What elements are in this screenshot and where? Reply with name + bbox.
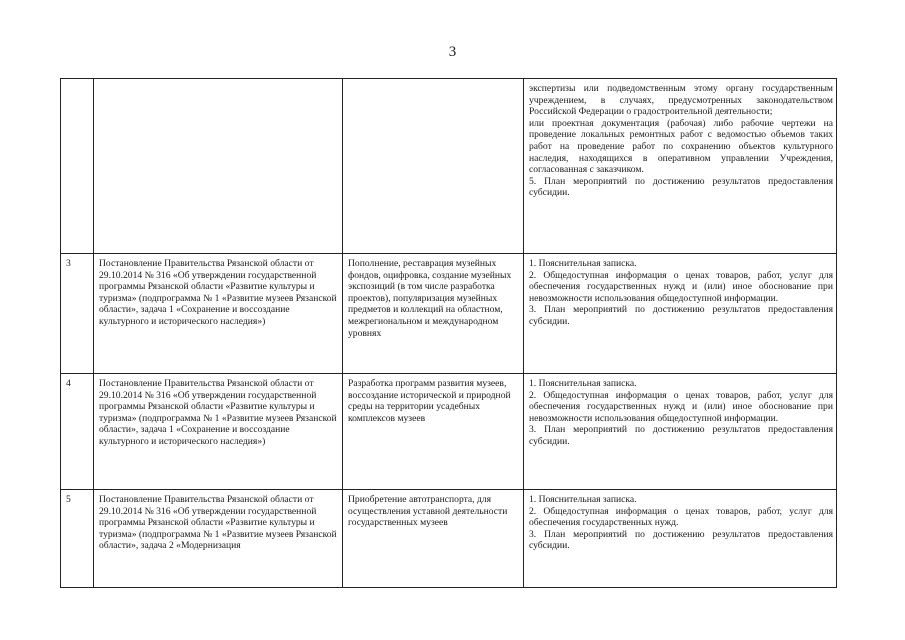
subsidy-purpose-cell: [343, 79, 524, 254]
legal-basis-cell: Постановление Правительства Рязанской области от 29.10.2014 № 316 «Об утверждении государственной программы Рязанской области «Развитие культуры и туризма» (подпрограмма № 1 «Развитие музеев Рязанской области», задача 2 «Модернизация: [94, 490, 343, 588]
legal-basis-cell: [94, 79, 343, 254]
requirement-item: 2. Общедоступная информация о ценах товаров, работ, услуг для обеспечения государственных нужд.: [529, 505, 833, 529]
subsidy-documents-table: [60, 78, 837, 588]
row-number-cell: [61, 79, 94, 254]
row-number-cell: 3: [61, 254, 94, 374]
requirement-item: 1. Пояснительная записка.: [529, 258, 637, 269]
requirement-item: 3. План мероприятий по достижению результатов предоставления субсидии.: [529, 304, 833, 327]
requirement-item: 2. Общедоступная информация о ценах товаров, работ, услуг для обеспечения государственных нужд и (или) иное обоснование при невозможности использования общедоступной информации.: [529, 269, 833, 304]
subsidy-purpose-cell: Приобретение автотранспорта, для осуществления уставной деятельности государственных музеев: [343, 490, 524, 588]
required-documents-cell: [524, 374, 837, 490]
row-number-cell: 5: [61, 490, 94, 588]
table-row: [61, 79, 837, 254]
legal-basis-cell: Постановление Правительства Рязанской области от 29.10.2014 № 316 «Об утверждении государственной программы Рязанской области «Развитие культуры и туризма» (подпрограмма № 1 «Развитие музеев Рязанской области», задача 1 «Сохранение и воссоздание культурного и исторического наследия»): [94, 374, 343, 490]
table-row: [61, 254, 837, 374]
requirement-item: экспертизы или подведомственным этому органу государственным учреждением, в случаях, предусмотренных законодательством Российской Федерации о градостроительной деятельности;: [529, 83, 833, 118]
requirement-item: 2. Общедоступная информация о ценах товаров, работ, услуг для обеспечения государственных нужд и (или) иное обоснование при невозможности использования общедоступной информации.: [529, 389, 833, 424]
requirement-item: 1. Пояснительная записка.: [529, 378, 637, 389]
required-documents-cell: [524, 79, 837, 254]
requirement-item: 3. План мероприятий по достижению результатов предоставления субсидии.: [529, 424, 833, 447]
requirement-item: 1. Пояснительная записка.: [529, 494, 637, 505]
subsidy-purpose-cell: Разработка программ развития музеев, воссоздание исторической и природной среды на территории усадебных комплексов музеев: [343, 374, 524, 490]
subsidy-purpose-cell: Пополнение, реставрация музейных фондов, оцифровка, создание музейных экспозиций (в том числе разработка проектов), популяризация музейных предметов и коллекций на областном, межрегиональном и международном уровнях: [343, 254, 524, 374]
legal-basis-cell: Постановление Правительства Рязанской области от 29.10.2014 № 316 «Об утверждении государственной программы Рязанской области «Развитие культуры и туризма» (подпрограмма № 1 «Развитие музеев Рязанской области», задача 1 «Сохранение и воссоздание культурного и исторического наследия»): [94, 254, 343, 374]
requirement-item: или проектная документация (рабочая) либо рабочие чертежи на проведение локальных ремонтных работ с ведомостью объемов таких работ на проведение работ по сохранению объектов культурного наследия, находящихся в оперативном управлении Учреждения, согласованная с заказчиком.: [529, 117, 833, 176]
table-row: [61, 490, 837, 588]
required-documents-cell: [524, 490, 837, 588]
page-number: 3: [448, 44, 457, 60]
requirement-item: 3. План мероприятий по достижению результатов предоставления субсидии.: [529, 528, 833, 552]
row-number-cell: 4: [61, 374, 94, 490]
requirement-item: 5. План мероприятий по достижению результатов предоставления субсидии.: [529, 175, 833, 199]
required-documents-cell: [524, 254, 837, 374]
table-row: [61, 374, 837, 490]
